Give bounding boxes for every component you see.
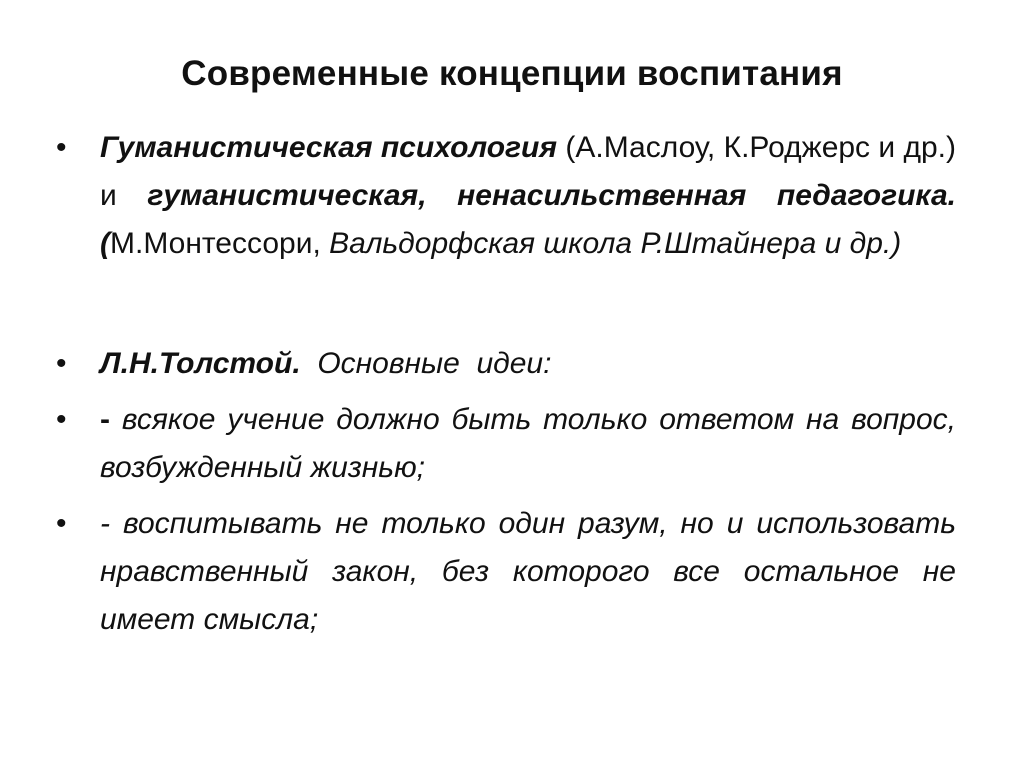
bullet-humanistic (56, 124, 956, 268)
idea-learning-text: всякое учение должно быть только ответом на вопрос, возбужденный жизнью; (100, 403, 957, 484)
idea-dash: - (100, 403, 122, 436)
tolstoy-name: Л.Н.Толстой. (100, 347, 301, 380)
bullet-dot-icon: • (56, 131, 67, 164)
term-humanistic-pedagogy: гуманистическая, ненасильственная педагогика. ( (100, 179, 957, 260)
slide-title: Современные концепции воспитания (181, 54, 843, 93)
bullet-idea-moral (56, 500, 956, 644)
bullet-dot-icon: • (56, 507, 67, 540)
waldorf-text: Вальдорфская школа Р.Штайнера и др.) (320, 227, 902, 260)
main-ideas-label: Основные идеи: (300, 347, 552, 380)
bullet-dot-icon: • (56, 347, 67, 380)
authors-text: (А.Маслоу, К.Роджерс и др.) и (100, 131, 957, 212)
idea-moral-text: - воспитывать не только один разум, но и использовать нравственный закон, без которого все остальное не имеет смысла; (100, 507, 956, 636)
term-humanistic-psychology: Гуманистическая психология (100, 131, 558, 164)
bullet-idea-learning (56, 396, 956, 492)
bullet-tolstoy (56, 340, 956, 388)
bullet-dot-icon: • (56, 403, 67, 436)
bullet-list (56, 124, 956, 644)
montessori-text: М.Монтессори, (110, 227, 321, 260)
